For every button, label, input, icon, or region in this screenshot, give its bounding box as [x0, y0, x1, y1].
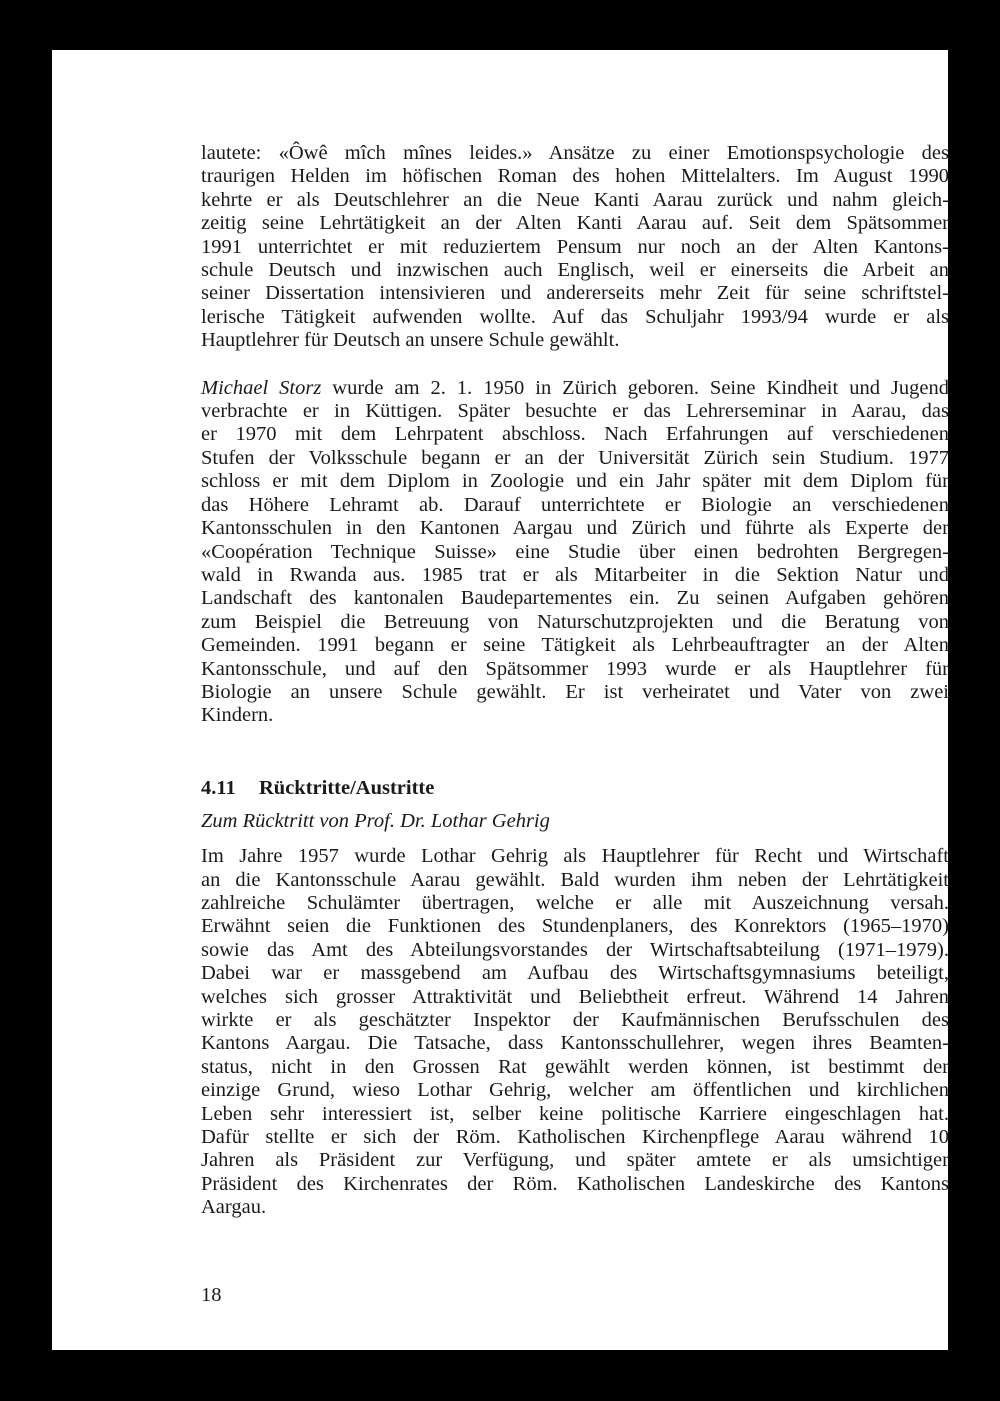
text-line: verbrachte er in Küttigen. Später besuchte er das Lehrerseminar in Aarau, das [201, 400, 949, 423]
text-line: Kantons Aargau. Die Tatsache, dass Kantonsschullehrer, wegen ihres Beamten- [201, 1032, 949, 1055]
person-name: Michael Storz [201, 376, 322, 399]
text-line: Dafür stellte er sich der Röm. Katholischen Kirchenpflege Aarau während 10 [201, 1126, 949, 1149]
text-line: lerische Tätigkeit aufwenden wollte. Auf das Schuljahr 1993/94 wurde er als [201, 305, 949, 328]
text-line: schloss er mit dem Diplom in Zoologie und ein Jahr später mit dem Diplom für [201, 470, 949, 493]
section-heading [201, 777, 949, 810]
section-number: 4.11 [201, 776, 236, 799]
text-line: Erwähnt seien die Funktionen des Stundenplaners, des Konrektors (1965–1970) [201, 915, 949, 938]
text-line: seiner Dissertation intensivieren und andererseits mehr Zeit für seine schriftstel- [201, 282, 949, 305]
text-line: Präsident des Kirchenrates der Röm. Katholischen Landeskirche des Kantons [201, 1172, 949, 1195]
text-line: an die Kantonsschule Aarau gewählt. Bald wurden ihm neben der Lehrtätigkeit [201, 868, 949, 891]
page-number: 18 [201, 1284, 222, 1306]
text-line: zum Beispiel die Betreuung von Naturschutzprojekten und die Beratung von [201, 610, 949, 633]
text-line: kehrte er als Deutschlehrer an die Neue Kanti Aarau zurück und nahm gleich- [201, 188, 949, 211]
text-line: einzige Grund, wieso Lothar Gehrig, welcher am öffentlichen und kirchlichen [201, 1079, 949, 1102]
section-gap [201, 728, 949, 777]
text-line: traurigen Helden im höfischen Roman des hohen Mittelalters. Im August 1990 [201, 165, 949, 188]
text-line: zahlreiche Schulämter übertragen, welche er alle mit Auszeichnung versah. [201, 891, 949, 914]
text-line: «Coopération Technique Suisse» eine Studie über einen bedrohten Bergregen- [201, 540, 949, 563]
text-line: zeitig seine Lehrtätigkeit an der Alten Kanti Aarau auf. Seit dem Spätsommer [201, 212, 949, 235]
text-line: das Höhere Lehramt ab. Darauf unterrichtete er Biologie an verschiedenen [201, 493, 949, 516]
text-line: Kantonsschule, und auf den Spätsommer 1993 wurde er als Hauptlehrer für [201, 657, 949, 680]
section-title: Rücktritte/Austritte [259, 776, 435, 799]
text-line: Stufen der Volksschule begann er an der Universität Zürich sein Studium. 1977 [201, 446, 949, 469]
text-line: Im Jahre 1957 wurde Lothar Gehrig als Hauptlehrer für Recht und Wirtschaft [201, 845, 949, 868]
paragraph-2 [201, 377, 949, 728]
text-line: status, nicht in den Grossen Rat gewählt werden können, ist bestimmt der [201, 1055, 949, 1078]
text-line: welches sich grosser Attraktivität und Beliebtheit erfreut. Während 14 Jahren [201, 985, 949, 1008]
text-line: Kindern. [201, 704, 274, 727]
text-line: Gemeinden. 1991 begann er seine Tätigkeit als Lehrbeauftragter an der Alten [201, 634, 949, 657]
text-line: Dabei war er massgebend am Aufbau des Wirtschaftsgymnasiums beteiligt, [201, 962, 949, 985]
text-line: sowie das Amt des Abteilungsvorstandes der Wirtschaftsabteilung (1971–1979). [201, 938, 949, 961]
text-line: wirkte er als geschätzter Inspektor der Kaufmännischen Berufsschulen des [201, 1009, 949, 1031]
text-line: Kantonsschulen in den Kantonen Aargau und Zürich und führte als Experte der [201, 517, 949, 540]
subheading: Zum Rücktritt von Prof. Dr. Lothar Gehrig [201, 809, 550, 832]
page-body [201, 142, 949, 1220]
text-line: 1991 unterrichtet er mit reduziertem Pensum nur noch an der Alten Kantons- [201, 235, 949, 258]
text-line: wald in Rwanda aus. 1985 trat er als Mitarbeiter in die Sektion Natur und [201, 563, 949, 586]
text-line: Jahren als Präsident zur Verfügung, und später amtete er als umsichtiger [201, 1149, 949, 1172]
text-line: lautete: «Ôwê mîch mînes leides.» Ansätze zu einer Emotionspsychologie des [201, 142, 949, 164]
text-line: Aargau. [201, 1196, 267, 1219]
text-line: Biologie an unsere Schule gewählt. Er ist verheiratet und Vater von zwei [201, 680, 949, 703]
text-line: er 1970 mit dem Lehrpatent abschloss. Nach Erfahrungen auf verschiedenen [201, 423, 949, 446]
paragraph-1 [201, 142, 949, 353]
paragraph-gap [201, 353, 949, 377]
text-line: Hauptlehrer für Deutsch an unsere Schule gewählt. [201, 329, 620, 352]
text-line: Leben sehr interessiert ist, selber keine politische Karriere eingeschlagen hat. [201, 1102, 949, 1125]
paragraph-3 [201, 845, 949, 1220]
text-line [201, 377, 949, 400]
text-line: schule Deutsch und inzwischen auch Englisch, weil er einerseits die Arbeit an [201, 259, 949, 282]
text-line: Landschaft des kantonalen Baudepartementes ein. Zu seinen Aufgaben gehören [201, 587, 949, 610]
document-page [52, 50, 948, 1350]
text-fragment: wurde am 2. 1. 1950 in Zürich geboren. Seine Kindheit und Jugend [321, 376, 949, 399]
